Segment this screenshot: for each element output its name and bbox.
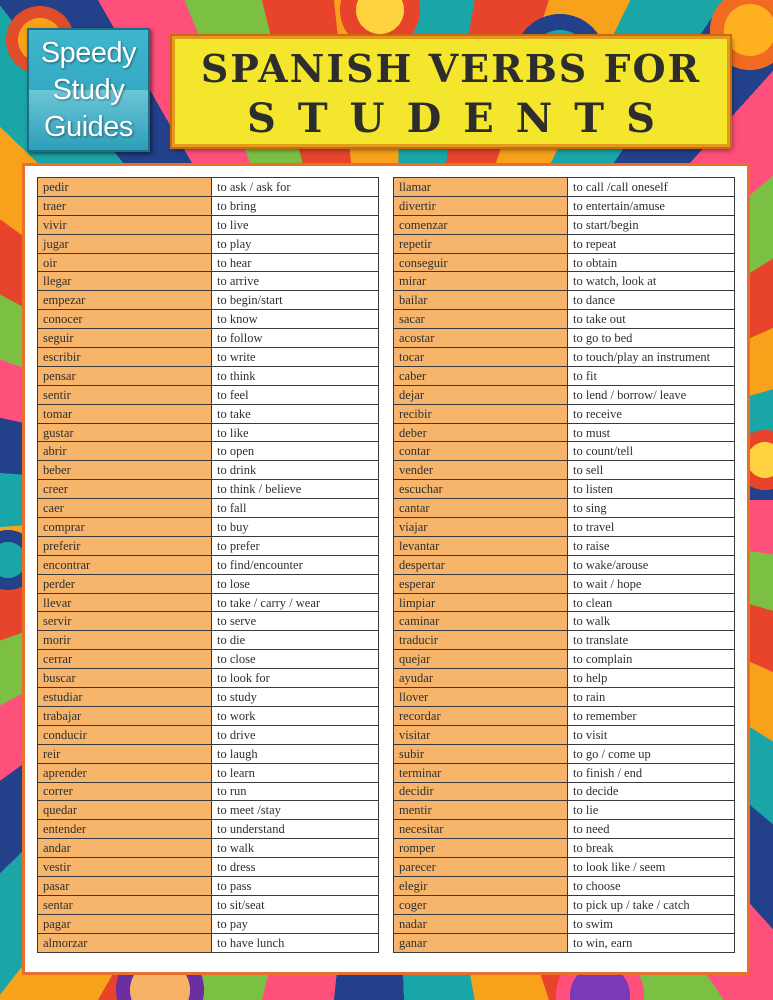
english-translation-cell: to raise xyxy=(568,536,735,555)
english-translation-cell: to begin/start xyxy=(212,291,379,310)
english-translation-cell: to learn xyxy=(212,763,379,782)
spanish-verb-cell: estudiar xyxy=(38,688,212,707)
english-translation-cell: to rain xyxy=(568,688,735,707)
table-row xyxy=(38,876,379,895)
spanish-verb-cell: decidir xyxy=(394,782,568,801)
spanish-verb-cell: llegar xyxy=(38,272,212,291)
logo-line-3: Guides xyxy=(44,110,133,143)
spanish-verb-cell: escuchar xyxy=(394,480,568,499)
spanish-verb-cell: levantar xyxy=(394,536,568,555)
english-translation-cell: to travel xyxy=(568,518,735,537)
table-row xyxy=(394,876,735,895)
spanish-verb-cell: gustar xyxy=(38,423,212,442)
right-verb-table xyxy=(393,177,735,953)
spanish-verb-cell: beber xyxy=(38,461,212,480)
english-translation-cell: to fall xyxy=(212,499,379,518)
english-translation-cell: to go / come up xyxy=(568,744,735,763)
english-translation-cell: to swim xyxy=(568,914,735,933)
table-row xyxy=(38,763,379,782)
table-row xyxy=(38,744,379,763)
spanish-verb-cell: necesitar xyxy=(394,820,568,839)
table-row xyxy=(38,650,379,669)
english-translation-cell: to entertain/amuse xyxy=(568,196,735,215)
spanish-verb-cell: acostar xyxy=(394,329,568,348)
table-row xyxy=(38,801,379,820)
speedy-study-guides-logo xyxy=(27,28,150,152)
title-line-2: STUDENTS xyxy=(247,95,677,142)
spanish-verb-cell: comprar xyxy=(38,518,212,537)
english-translation-cell: to drink xyxy=(212,461,379,480)
spanish-verb-cell: caer xyxy=(38,499,212,518)
table-row xyxy=(394,782,735,801)
table-row xyxy=(38,461,379,480)
table-row xyxy=(394,385,735,404)
spanish-verb-cell: conducir xyxy=(38,725,212,744)
spanish-verb-cell: creer xyxy=(38,480,212,499)
table-row xyxy=(394,839,735,858)
spanish-verb-cell: cerrar xyxy=(38,650,212,669)
english-translation-cell: to sell xyxy=(568,461,735,480)
table-row xyxy=(394,442,735,461)
table-row xyxy=(394,593,735,612)
spanish-verb-cell: esperar xyxy=(394,574,568,593)
spanish-verb-cell: repetir xyxy=(394,234,568,253)
spanish-verb-cell: tomar xyxy=(38,404,212,423)
spanish-verb-cell: oir xyxy=(38,253,212,272)
table-row xyxy=(394,461,735,480)
spanish-verb-cell: vestir xyxy=(38,858,212,877)
table-row xyxy=(394,234,735,253)
table-row xyxy=(38,725,379,744)
table-row xyxy=(394,348,735,367)
english-translation-cell: to run xyxy=(212,782,379,801)
table-row xyxy=(394,404,735,423)
english-translation-cell: to complain xyxy=(568,650,735,669)
english-translation-cell: to wait / hope xyxy=(568,574,735,593)
table-row xyxy=(394,518,735,537)
table-row xyxy=(394,178,735,197)
english-translation-cell: to understand xyxy=(212,820,379,839)
right-verb-table-body xyxy=(394,178,735,953)
table-row xyxy=(394,650,735,669)
spanish-verb-cell: recordar xyxy=(394,706,568,725)
table-row xyxy=(38,536,379,555)
spanish-verb-cell: entender xyxy=(38,820,212,839)
table-row xyxy=(38,631,379,650)
table-row xyxy=(394,574,735,593)
table-row xyxy=(38,442,379,461)
table-row xyxy=(38,933,379,952)
spanish-verb-cell: ganar xyxy=(394,933,568,952)
spanish-verb-cell: quejar xyxy=(394,650,568,669)
table-row xyxy=(394,291,735,310)
table-row xyxy=(394,499,735,518)
spanish-verb-cell: despertar xyxy=(394,555,568,574)
table-row xyxy=(394,272,735,291)
table-row xyxy=(38,253,379,272)
english-translation-cell: to lose xyxy=(212,574,379,593)
spanish-verb-cell: divertir xyxy=(394,196,568,215)
spanish-verb-cell: parecer xyxy=(394,858,568,877)
english-translation-cell: to wake/arouse xyxy=(568,555,735,574)
table-row xyxy=(394,631,735,650)
spanish-verb-cell: correr xyxy=(38,782,212,801)
table-row xyxy=(394,536,735,555)
english-translation-cell: to sit/seat xyxy=(212,895,379,914)
spanish-verb-cell: bailar xyxy=(394,291,568,310)
table-row xyxy=(38,555,379,574)
spanish-verb-cell: coger xyxy=(394,895,568,914)
table-row xyxy=(38,612,379,631)
spanish-verb-cell: sacar xyxy=(394,310,568,329)
table-row xyxy=(38,423,379,442)
spanish-verb-cell: escribir xyxy=(38,348,212,367)
english-translation-cell: to bring xyxy=(212,196,379,215)
english-translation-cell: to pick up / take / catch xyxy=(568,895,735,914)
english-translation-cell: to count/tell xyxy=(568,442,735,461)
spanish-verb-cell: comenzar xyxy=(394,215,568,234)
english-translation-cell: to prefer xyxy=(212,536,379,555)
english-translation-cell: to walk xyxy=(212,839,379,858)
title-line-1: SPANISH VERBS FOR xyxy=(200,46,702,91)
spanish-verb-cell: quedar xyxy=(38,801,212,820)
table-row xyxy=(394,820,735,839)
table-row xyxy=(38,593,379,612)
table-row xyxy=(38,348,379,367)
verb-list-panel xyxy=(22,163,750,975)
spanish-verb-cell: tocar xyxy=(394,348,568,367)
english-translation-cell: to have lunch xyxy=(212,933,379,952)
table-row xyxy=(394,612,735,631)
english-translation-cell: to buy xyxy=(212,518,379,537)
spanish-verb-cell: traducir xyxy=(394,631,568,650)
english-translation-cell: to go to bed xyxy=(568,329,735,348)
spanish-verb-cell: caminar xyxy=(394,612,568,631)
spanish-verb-cell: traer xyxy=(38,196,212,215)
english-translation-cell: to open xyxy=(212,442,379,461)
english-translation-cell: to call /call oneself xyxy=(568,178,735,197)
spanish-verb-cell: pagar xyxy=(38,914,212,933)
spanish-verb-cell: mentir xyxy=(394,801,568,820)
english-translation-cell: to think / believe xyxy=(212,480,379,499)
spanish-verb-cell: mirar xyxy=(394,272,568,291)
spanish-verb-cell: trabajar xyxy=(38,706,212,725)
table-row xyxy=(394,253,735,272)
english-translation-cell: to touch/play an instrument xyxy=(568,348,735,367)
table-row xyxy=(38,669,379,688)
english-translation-cell: to arrive xyxy=(212,272,379,291)
spanish-verb-cell: aprender xyxy=(38,763,212,782)
english-translation-cell: to know xyxy=(212,310,379,329)
table-row xyxy=(38,272,379,291)
english-translation-cell: to dress xyxy=(212,858,379,877)
spanish-verb-cell: elegir xyxy=(394,876,568,895)
english-translation-cell: to die xyxy=(212,631,379,650)
table-row xyxy=(38,499,379,518)
spanish-verb-cell: almorzar xyxy=(38,933,212,952)
spanish-verb-cell: sentir xyxy=(38,385,212,404)
table-row xyxy=(394,744,735,763)
table-row xyxy=(38,574,379,593)
english-translation-cell: to break xyxy=(568,839,735,858)
table-row xyxy=(394,196,735,215)
english-translation-cell: to take out xyxy=(568,310,735,329)
english-translation-cell: to like xyxy=(212,423,379,442)
english-translation-cell: to hear xyxy=(212,253,379,272)
spanish-verb-cell: recibir xyxy=(394,404,568,423)
english-translation-cell: to walk xyxy=(568,612,735,631)
table-row xyxy=(38,518,379,537)
spanish-verb-cell: abrir xyxy=(38,442,212,461)
spanish-verb-cell: perder xyxy=(38,574,212,593)
table-row xyxy=(38,782,379,801)
table-row xyxy=(394,329,735,348)
spanish-verb-cell: deber xyxy=(394,423,568,442)
spanish-verb-cell: llover xyxy=(394,688,568,707)
english-translation-cell: to start/begin xyxy=(568,215,735,234)
spanish-verb-cell: caber xyxy=(394,366,568,385)
spanish-verb-cell: contar xyxy=(394,442,568,461)
table-row xyxy=(38,895,379,914)
spanish-verb-cell: limpiar xyxy=(394,593,568,612)
table-row xyxy=(38,385,379,404)
english-translation-cell: to serve xyxy=(212,612,379,631)
table-row xyxy=(394,706,735,725)
english-translation-cell: to pass xyxy=(212,876,379,895)
english-translation-cell: to translate xyxy=(568,631,735,650)
table-row xyxy=(38,480,379,499)
english-translation-cell: to live xyxy=(212,215,379,234)
table-row xyxy=(38,310,379,329)
table-row xyxy=(394,763,735,782)
table-row xyxy=(394,914,735,933)
english-translation-cell: to win, earn xyxy=(568,933,735,952)
english-translation-cell: to laugh xyxy=(212,744,379,763)
english-translation-cell: to follow xyxy=(212,329,379,348)
english-translation-cell: to lie xyxy=(568,801,735,820)
table-row xyxy=(394,555,735,574)
table-row xyxy=(394,480,735,499)
table-row xyxy=(394,725,735,744)
left-verb-table xyxy=(37,177,379,953)
english-translation-cell: to ask / ask for xyxy=(212,178,379,197)
table-row xyxy=(394,310,735,329)
table-row xyxy=(394,688,735,707)
english-translation-cell: to look for xyxy=(212,669,379,688)
english-translation-cell: to feel xyxy=(212,385,379,404)
english-translation-cell: to repeat xyxy=(568,234,735,253)
english-translation-cell: to take xyxy=(212,404,379,423)
spanish-verb-cell: cantar xyxy=(394,499,568,518)
spanish-verb-cell: conocer xyxy=(38,310,212,329)
spanish-verb-cell: seguir xyxy=(38,329,212,348)
english-translation-cell: to listen xyxy=(568,480,735,499)
table-row xyxy=(38,688,379,707)
spanish-verb-cell: reir xyxy=(38,744,212,763)
page-title xyxy=(172,36,730,147)
table-row xyxy=(38,291,379,310)
spanish-verb-cell: ayudar xyxy=(394,669,568,688)
spanish-verb-cell: servir xyxy=(38,612,212,631)
english-translation-cell: to receive xyxy=(568,404,735,423)
english-translation-cell: to take / carry / wear xyxy=(212,593,379,612)
spanish-verb-cell: dejar xyxy=(394,385,568,404)
english-translation-cell: to need xyxy=(568,820,735,839)
spanish-verb-cell: buscar xyxy=(38,669,212,688)
left-verb-table-body xyxy=(38,178,379,953)
english-translation-cell: to help xyxy=(568,669,735,688)
english-translation-cell: to write xyxy=(212,348,379,367)
table-row xyxy=(38,215,379,234)
table-row xyxy=(394,895,735,914)
english-translation-cell: to lend / borrow/ leave xyxy=(568,385,735,404)
english-translation-cell: to play xyxy=(212,234,379,253)
table-row xyxy=(394,801,735,820)
logo-line-1: Speedy xyxy=(40,36,137,69)
spanish-verb-cell: viajar xyxy=(394,518,568,537)
english-translation-cell: to dance xyxy=(568,291,735,310)
spanish-verb-cell: vender xyxy=(394,461,568,480)
table-row xyxy=(394,933,735,952)
spanish-verb-cell: visitar xyxy=(394,725,568,744)
table-row xyxy=(38,706,379,725)
english-translation-cell: to think xyxy=(212,366,379,385)
english-translation-cell: to must xyxy=(568,423,735,442)
table-row xyxy=(394,215,735,234)
english-translation-cell: to work xyxy=(212,706,379,725)
english-translation-cell: to study xyxy=(212,688,379,707)
table-row xyxy=(38,820,379,839)
table-row xyxy=(38,366,379,385)
table-row xyxy=(38,858,379,877)
english-translation-cell: to finish / end xyxy=(568,763,735,782)
english-translation-cell: to clean xyxy=(568,593,735,612)
english-translation-cell: to pay xyxy=(212,914,379,933)
table-row xyxy=(394,366,735,385)
spanish-verb-cell: llevar xyxy=(38,593,212,612)
english-translation-cell: to decide xyxy=(568,782,735,801)
english-translation-cell: to choose xyxy=(568,876,735,895)
english-translation-cell: to remember xyxy=(568,706,735,725)
english-translation-cell: to fit xyxy=(568,366,735,385)
spanish-verb-cell: pasar xyxy=(38,876,212,895)
english-translation-cell: to look like / seem xyxy=(568,858,735,877)
spanish-verb-cell: sentar xyxy=(38,895,212,914)
spanish-verb-cell: conseguir xyxy=(394,253,568,272)
table-row xyxy=(394,423,735,442)
english-translation-cell: to meet /stay xyxy=(212,801,379,820)
spanish-verb-cell: nadar xyxy=(394,914,568,933)
english-translation-cell: to visit xyxy=(568,725,735,744)
spanish-verb-cell: empezar xyxy=(38,291,212,310)
table-row xyxy=(38,178,379,197)
spanish-verb-cell: morir xyxy=(38,631,212,650)
table-row xyxy=(38,839,379,858)
spanish-verb-cell: pensar xyxy=(38,366,212,385)
table-row xyxy=(38,196,379,215)
english-translation-cell: to obtain xyxy=(568,253,735,272)
english-translation-cell: to sing xyxy=(568,499,735,518)
table-row xyxy=(394,858,735,877)
spanish-verb-cell: andar xyxy=(38,839,212,858)
english-translation-cell: to close xyxy=(212,650,379,669)
spanish-verb-cell: pedir xyxy=(38,178,212,197)
spanish-verb-cell: terminar xyxy=(394,763,568,782)
spanish-verb-cell: vivir xyxy=(38,215,212,234)
spanish-verb-cell: subir xyxy=(394,744,568,763)
table-row xyxy=(38,234,379,253)
spanish-verb-cell: preferir xyxy=(38,536,212,555)
spanish-verb-cell: encontrar xyxy=(38,555,212,574)
spanish-verb-cell: llamar xyxy=(394,178,568,197)
table-row xyxy=(38,404,379,423)
english-translation-cell: to watch, look at xyxy=(568,272,735,291)
table-row xyxy=(38,914,379,933)
table-row xyxy=(394,669,735,688)
logo-line-2: Study xyxy=(52,73,125,106)
table-row xyxy=(38,329,379,348)
english-translation-cell: to drive xyxy=(212,725,379,744)
spanish-verb-cell: jugar xyxy=(38,234,212,253)
english-translation-cell: to find/encounter xyxy=(212,555,379,574)
spanish-verb-cell: romper xyxy=(394,839,568,858)
